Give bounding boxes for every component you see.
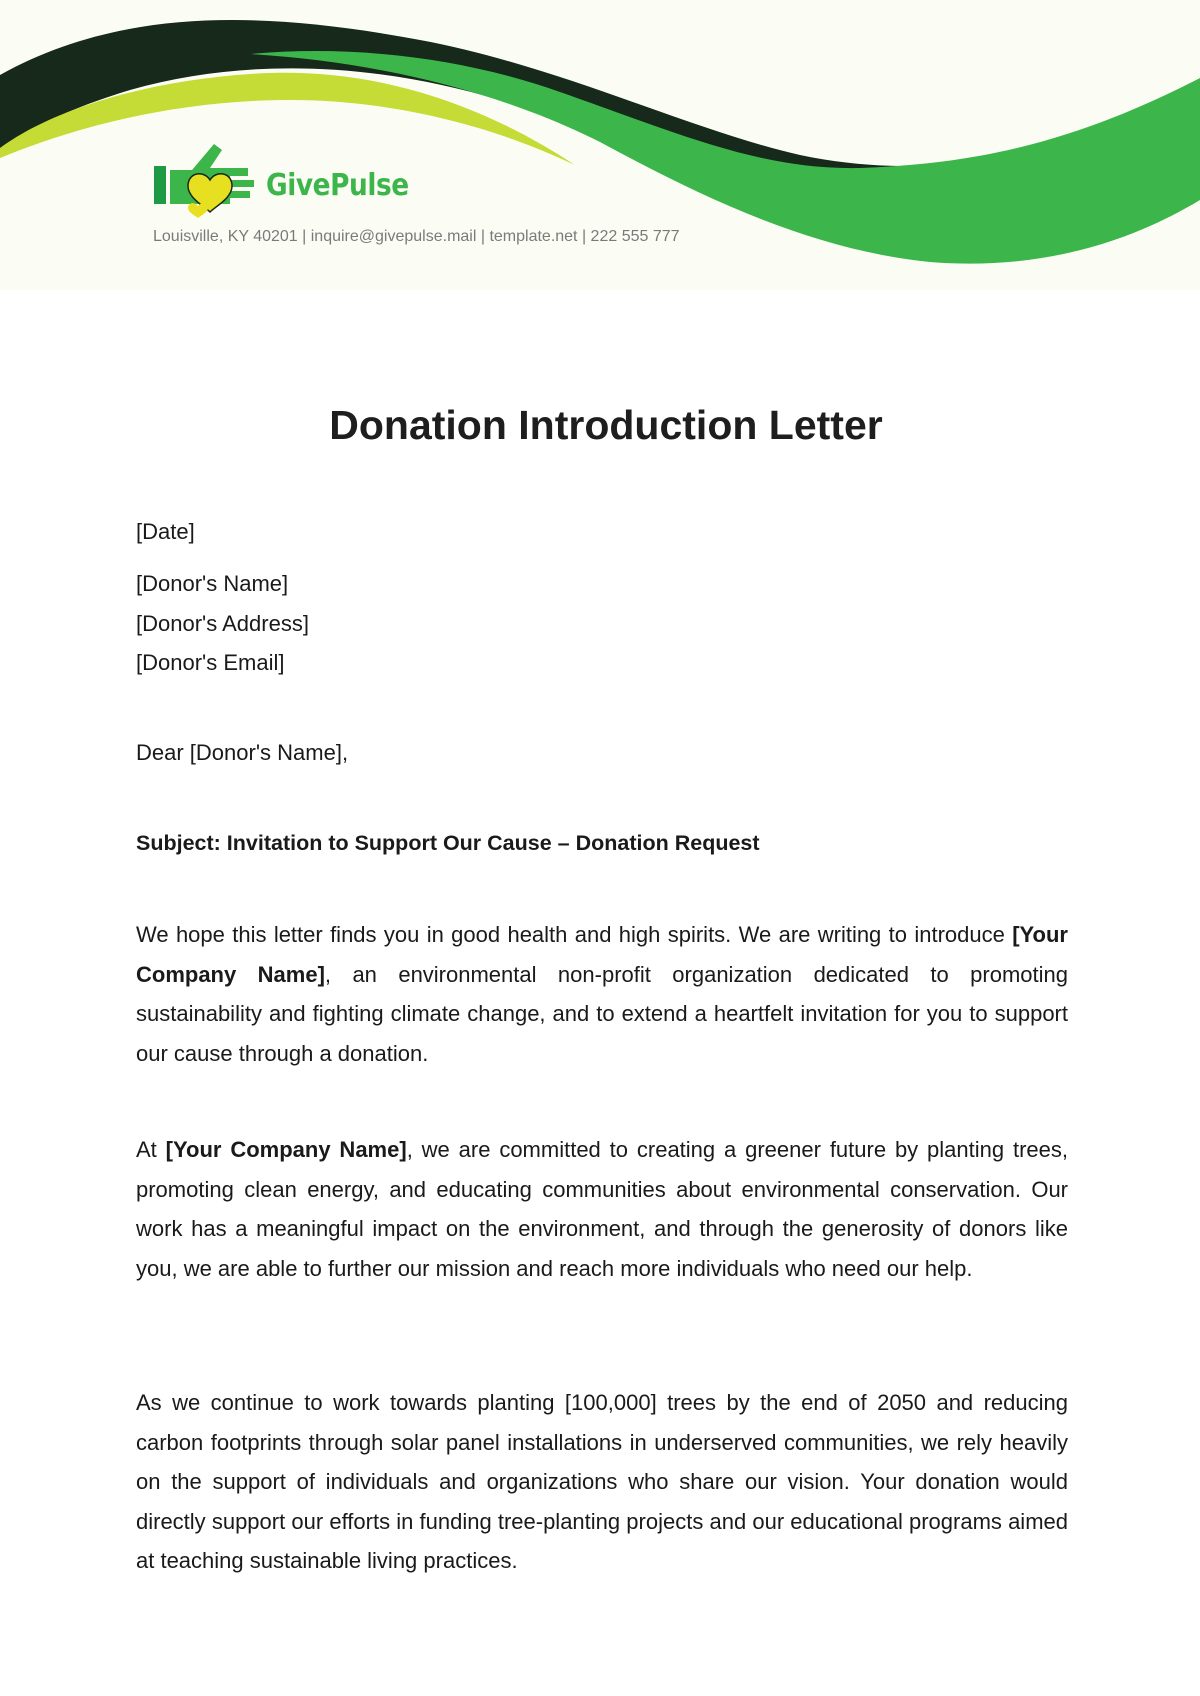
date: [Date] [136, 519, 195, 544]
donor-name: [Donor's Name] [136, 571, 289, 596]
subject-block [136, 824, 1068, 864]
paragraph-2-start: At [136, 1137, 166, 1162]
brand-logo [152, 140, 428, 218]
company-name-placeholder: [Your Company Name] [165, 1137, 407, 1162]
recipient-block [136, 564, 1068, 683]
paragraph-1 [136, 915, 1068, 1073]
paragraph-1-start: We hope this letter finds you in good health and high spirits. We are writing to introduce [136, 922, 1013, 947]
date-block [136, 512, 1068, 552]
donor-address: [Donor's Address] [136, 610, 309, 636]
paragraph-3 [136, 1383, 1068, 1581]
subject-line: Subject: Invitation to Support Our Cause – Donation Request [136, 831, 760, 855]
paragraph-2-end: , we are committed to creating a greener future by planting trees, promoting clean energy, and educating communities about environmental conservation. Our work has a meaningful impact on the environment, and through the generosity of donors like you, we are able to further our mission and reach more individuals who need our help. [136, 1137, 1068, 1281]
brand-name: GivePulse [266, 167, 409, 203]
paragraph-3-text: As we continue to work towards planting [100,000] trees by the end of 2050 and reducing carbon footprints through solar panel installations in underserved communities, we rely heavily on the support of individuals and organizations who share our vision. Your donation would directly support our efforts in funding tree-planting projects and our educational programs aimed at teaching sustainable living practices. [136, 1390, 1068, 1573]
contact-line: Louisville, KY 40201 | inquire@givepulse.mail | template.net | 222 555 777 [153, 228, 680, 245]
letterhead [0, 0, 1200, 290]
paragraph-1-end: , an environmental non-profit organization dedicated to promoting sustainability and fighting climate change, and to extend a heartfelt invitation for you to support our cause through a donation. [136, 961, 1069, 1066]
hand-heart-icon [152, 140, 264, 218]
donor-email: [Donor's Email] [136, 650, 285, 675]
salutation-block [136, 733, 1068, 773]
letter-title: Donation Introduction Letter [329, 402, 883, 448]
company-name-placeholder: [Your Company Name] [136, 922, 1068, 987]
paragraph-2 [136, 1130, 1068, 1288]
salutation: Dear [Donor's Name], [136, 740, 349, 765]
